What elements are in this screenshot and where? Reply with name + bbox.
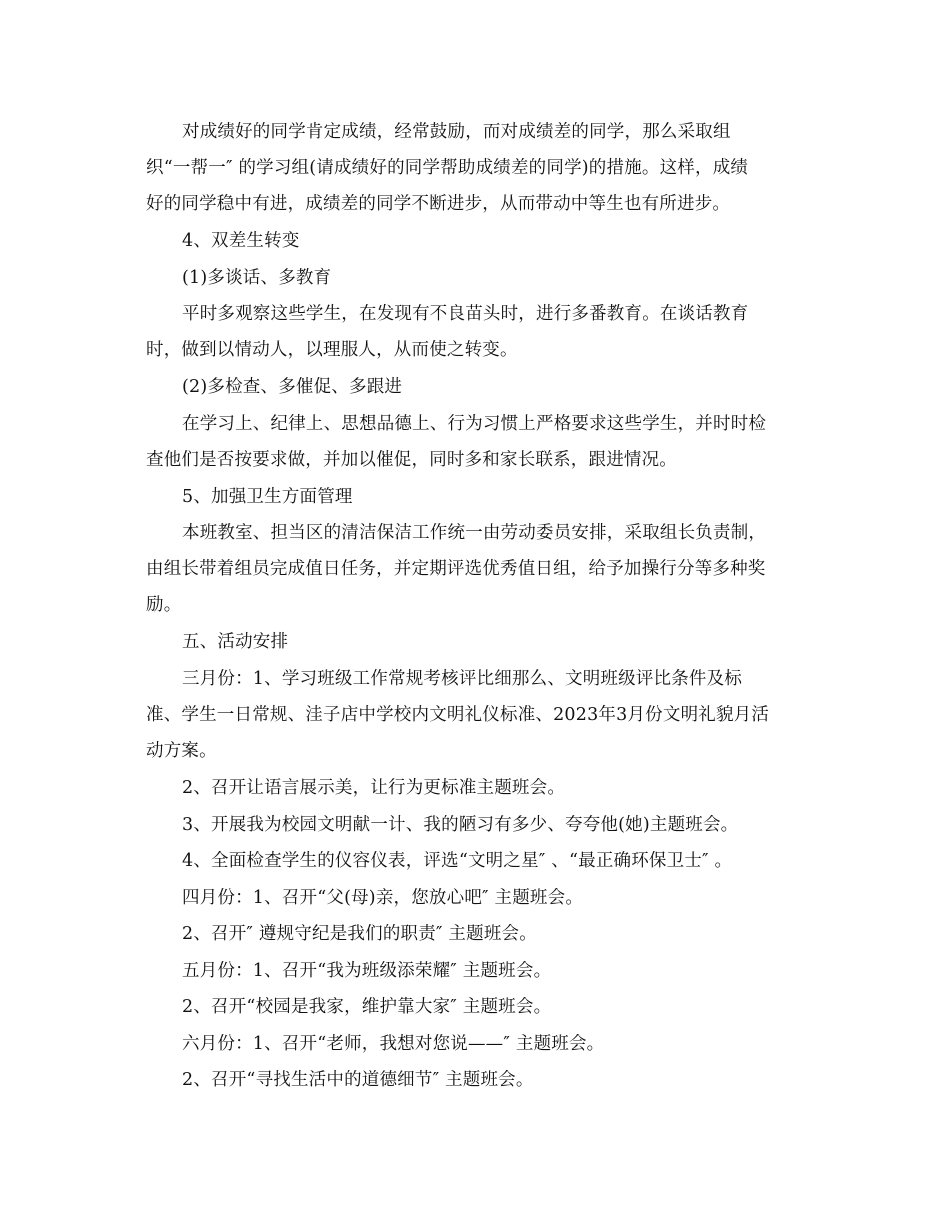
list-item: 四月份：1、召开“父(母)亲，您放心吧″ 主题班会。 [182, 888, 584, 908]
list-item: 五月份：1、召开“我为班级添荣耀″ 主题班会。 [182, 961, 552, 981]
sub-heading: (1)多谈话、多教育 [182, 268, 332, 288]
paragraph-line: 励。 [146, 595, 182, 615]
paragraph-line: 由组长带着组员完成值日任务，并定期评选优秀值日组，给予加操行分等多种奖 [146, 559, 766, 579]
paragraph-line: 在学习上、纪律上、思想品德上、行为习惯上严格要求这些学生，并时时检 [182, 414, 767, 434]
paragraph-line: 动方案。 [146, 741, 217, 761]
paragraph-line: 本班教室、担当区的清洁保洁工作统一由劳动委员安排，采取组长负责制， [182, 523, 767, 543]
list-item: 六月份：1、召开“老师，我想对您说——″ 主题班会。 [182, 1034, 605, 1054]
paragraph-line: 时，做到以情动人，以理服人，从而使之转变。 [146, 340, 518, 360]
list-item: 2、召开让语言展示美，让行为更标准主题班会。 [182, 778, 566, 798]
list-item: 2、召开“校园是我家，维护靠大家″ 主题班会。 [182, 997, 552, 1017]
paragraph-line: 好的同学稳中有进，成绩差的同学不断进步，从而带动中等生也有所进步。 [146, 194, 731, 214]
paragraph-line: 平时多观察这些学生，在发现有不良苗头时，进行多番教育。在谈话教育 [182, 304, 749, 324]
section-heading: 5、加强卫生方面管理 [182, 487, 353, 507]
section-heading: 4、双差生转变 [182, 231, 300, 251]
list-item: 2、召开“寻找生活中的道德细节″ 主题班会。 [182, 1070, 534, 1090]
list-item: 3、开展我为校园文明献一计、我的陋习有多少、夸夸他(她)主题班会。 [182, 815, 739, 835]
paragraph-line: 织“一帮一″ 的学习组(请成绩好的同学帮助成绩差的同学)的措施。这样，成绩 [146, 158, 749, 178]
list-item: 2、召开″ 遵规守纪是我们的职责″ 主题班会。 [182, 924, 537, 944]
list-item: 4、全面检查学生的仪容仪表，评选“文明之星″ 、“最正确环保卫士″ 。 [182, 851, 733, 871]
paragraph-line: 对成绩好的同学肯定成绩，经常鼓励，而对成绩差的同学，那么采取组 [182, 122, 731, 142]
section-heading: 五、活动安排 [182, 632, 289, 652]
paragraph-line: 准、学生一日常规、洼子店中学校内文明礼仪标准、2023年3月份文明礼貌月活 [146, 705, 770, 725]
sub-heading: (2)多检查、多催促、多跟进 [182, 377, 403, 397]
paragraph-line: 三月份：1、学习班级工作常规考核评比细那么、文明班级评比条件及标 [182, 669, 743, 689]
paragraph-line: 查他们是否按要求做，并加以催促，同时多和家长联系，跟进情况。 [146, 450, 677, 470]
